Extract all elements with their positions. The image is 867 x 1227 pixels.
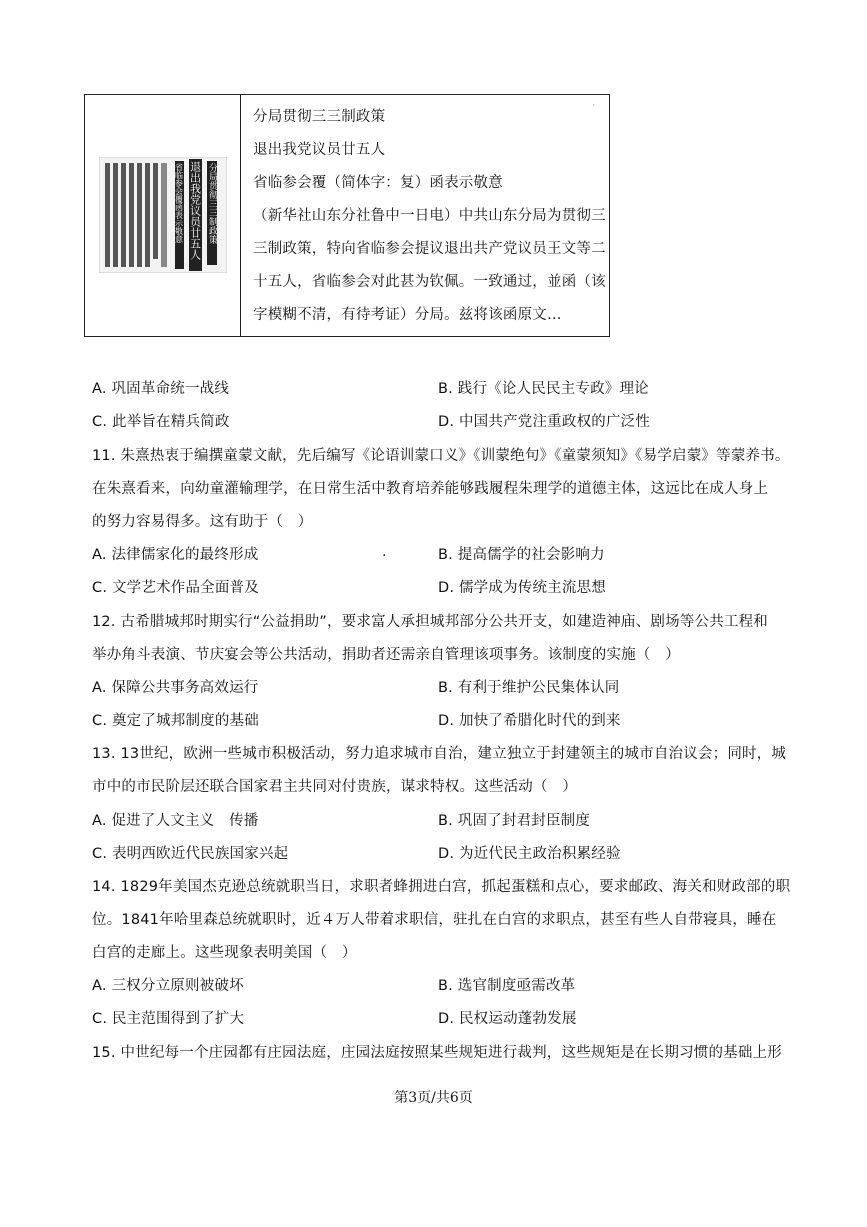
q13-option-c: C. 表明西欧近代民族国家兴起	[92, 846, 289, 862]
q12-option-a: A. 保障公共事务高效运行	[92, 680, 259, 696]
q14-stem-line: 白宫的走廊上。这些现象表明美国（ ）	[92, 945, 357, 961]
clipping-line: 十五人，省临参会对此甚为钦佩。一致通过，並函（该	[253, 274, 606, 290]
clipping-line: 分局贯彻三三制政策	[253, 109, 386, 125]
q14-option-b: B. 选官制度亟需改革	[438, 978, 576, 994]
q10-option-d: D. 中国共产党注重政权的广泛性	[438, 414, 651, 430]
q11-stem-line: 在朱熹看来，向幼童灌输理学，在日常生活中教育培养能够践履程朱理学的道德主体，这远比在成人身上	[92, 481, 769, 497]
clipping-headline-top: 分局贯彻三三制政策	[207, 163, 217, 244]
q12-option-d: D. 加快了希腊化时代的到来	[438, 713, 621, 729]
q10-option-b: B. 践行《论人民民主专政》理论	[438, 381, 649, 397]
clipping-image-cell	[85, 95, 241, 336]
newspaper-clipping-image	[99, 157, 227, 273]
clipping-line: （新华社山东分社鲁中一日电）中共山东分局为贯彻三	[253, 208, 606, 224]
clipping-line: 退出我党议员廿五人	[253, 142, 386, 158]
q12-option-c: C. 奠定了城邦制度的基础	[92, 713, 259, 729]
clipping-line: 字模糊不清，有待考证）分局。兹将该函原文…	[253, 307, 562, 323]
q14-stem-line: 14. 1829年美国杰克逊总统就职当日，求职者蜂拥进白宫，抓起蛋糕和点心，要求邮政、海关和财政部的职	[92, 879, 791, 895]
clipping-headline-sub: 省临参会覆函表示敬意	[174, 163, 184, 243]
q13-option-a: A. 促进了人文主义 传播	[92, 813, 259, 829]
q14-option-d: D. 民权运动蓬勃发展	[438, 1011, 577, 1027]
clipping-line: 三制政策，特向省临参会提议退出共产党议员王文等二	[253, 241, 606, 257]
q10-option-a: A. 巩固革命统一战线	[92, 381, 230, 397]
q11-stem-line: 的努力容易得多。这有助于（ ）	[92, 514, 313, 530]
q13-option-d: D. 为近代民主政治积累经验	[438, 846, 621, 862]
q13-stem-line: 市中的市民阶层还联合国家君主共同对付贵族，谋求特权。这些活动（ ）	[92, 779, 578, 795]
q14-stem-line: 位。1841年哈里森总统就职时，近４万人带着求职信，驻扎在白宫的求职点，甚至有些人自带寝具，睡在	[92, 912, 777, 928]
q13-stem-line: 13. 13世纪，欧洲一些城市积极活动，努力追求城市自治，建立独立于封建领主的城市自治议会；同时，城	[92, 746, 787, 762]
clipping-text-cell: · 分局贯彻三三制政策 退出我党议员廿五人 省临参会覆（简体字：复）函表示敬意 （新华社山东分社鲁中一日电）中共山东分局为贯彻三 三制政策，特向省临参会提议退出共产党议员王文等二 十五人，省临参会对此甚为钦佩。一致通过，並函（该 字模糊不清，有待考证）分局。兹将该函原文…	[241, 95, 609, 336]
clipping-headline-main: 退出我党议员廿五人	[188, 161, 202, 260]
q11-option-b: B. 提高儒学的社会影响力	[438, 547, 605, 563]
stray-dot: .	[382, 544, 387, 560]
q10-option-c: C. 此举旨在精兵简政	[92, 414, 230, 430]
q12-stem-line: 12. 古希腊城邦时期实行“公益捐助”，要求富人承担城邦部分公共开支，如建造神庙、剧场等公共工程和	[92, 614, 768, 630]
q11-stem-line: 11. 朱熹热衷于编撰童蒙文献，先后编写《论语训蒙口义》《训蒙绝句》《童蒙须知》《易学启蒙》等蒙养书。	[92, 448, 790, 464]
q11-option-c: C. 文学艺术作品全面普及	[92, 580, 259, 596]
q14-option-c: C. 民主范围得到了扩大	[92, 1011, 245, 1027]
q12-stem-line: 举办角斗表演、节庆宴会等公共活动，捐助者还需亲自管理该项事务。该制度的实施（ ）	[92, 647, 680, 663]
q11-option-d: D. 儒学成为传统主流思想	[438, 580, 606, 596]
q12-option-b: B. 有利于维护公民集体认同	[438, 680, 620, 696]
q15-stem-line: 15. 中世纪每一个庄园都有庄园法庭，庄园法庭按照某些规矩进行裁判，这些规矩是在长期习惯的基础上形	[92, 1045, 782, 1061]
q13-option-b: B. 巩固了封君封臣制度	[438, 813, 591, 829]
page-number: 第3页/共6页	[394, 1090, 473, 1106]
q11-option-a: A. 法律儒家化的最终形成	[92, 547, 259, 563]
q14-option-a: A. 三权分立原则被破坏	[92, 978, 244, 994]
newspaper-clipping-table	[84, 94, 610, 337]
clipping-line: 省临参会覆（简体字：复）函表示敬意	[253, 175, 503, 191]
